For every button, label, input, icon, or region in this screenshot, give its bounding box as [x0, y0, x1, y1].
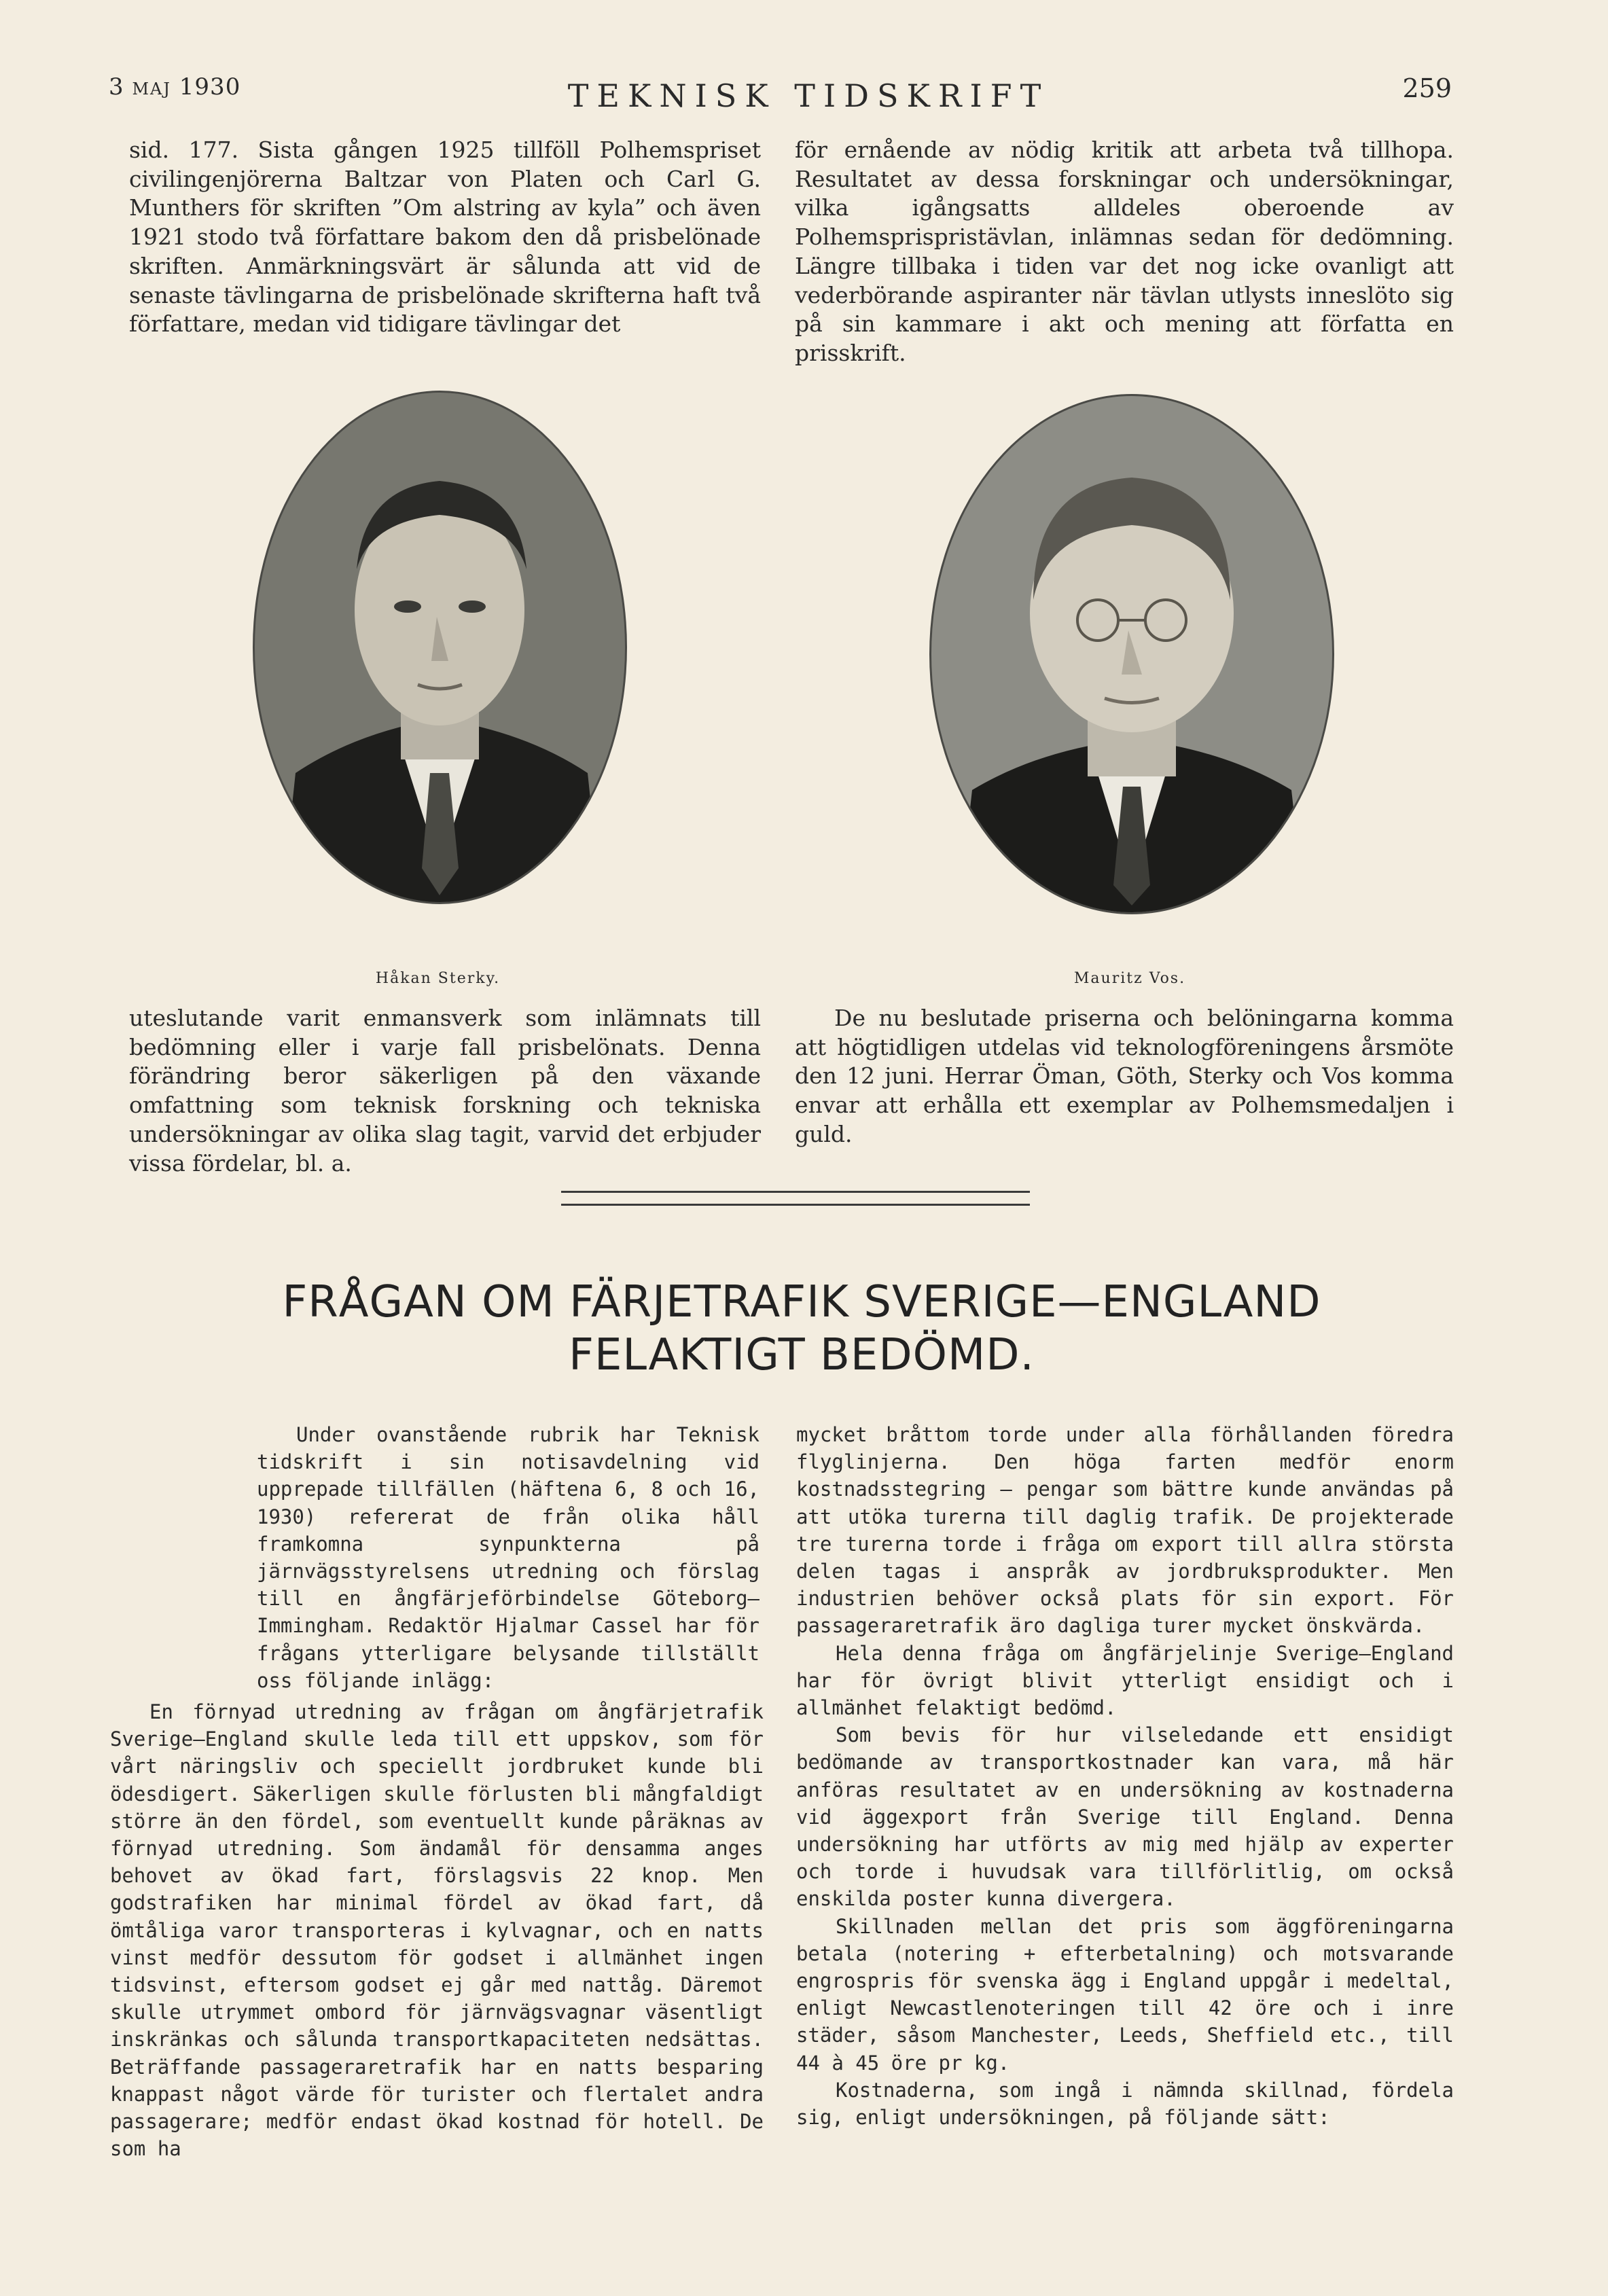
- portrait-sterky-image: [255, 393, 625, 902]
- article-right-column: [796, 1421, 1454, 2131]
- article-right-paragraph-4: Skillnaden mellan det pris som äggföreningarna betala (notering + efterbetalning) och motsvarande engrospris för svenska ägg i England uppgår i medeltal, enligt Newcastlenoteringen till 42 öre och i inre städer, såsom Manchester, Leeds, Sheffield etc., till 44 à 45 öre pr kg.: [796, 1914, 1454, 2075]
- date-day: 3: [109, 73, 124, 101]
- date-month: MAJ: [132, 79, 171, 98]
- top-left-column: [129, 136, 761, 339]
- intro-paragraph: Under ovanstående rubrik har Teknisk tidskrift i sin notisavdelning vid upprepade tillfällen (häftena 6, 8 och 16, 1930) refererat de från olika håll framkomna synpunkterna på järnvägsstyrelsens utredning och förslag till en ångfärjeförbindelse Göteborg—Immingham. Redaktör Hjalmar Cassel har för frågans ytterligare belysande tillställt oss följande inlägg:: [257, 1423, 760, 1692]
- issue-date: [109, 73, 240, 101]
- top-right-column: [795, 136, 1454, 368]
- date-year: 1930: [179, 73, 241, 101]
- portrait-vos: [929, 394, 1334, 914]
- portrait-sterky: [253, 391, 627, 904]
- headline-line-1: FRÅGAN OM FÄRJETRAFIK SVERIGE—ENGLAND: [282, 1277, 1321, 1327]
- headline-line-2: FELAKTIGT BEDÖMD.: [569, 1330, 1035, 1380]
- caption-sterky: Håkan Sterky.: [375, 970, 501, 987]
- article-right-paragraph-2: Hela denna fråga om ångfärjelinje Sverige—England har för övrigt blivit ytterligt ensidigt och i allmänhet felaktigt bedömd.: [796, 1641, 1454, 1720]
- article-right-paragraph-1: mycket bråttom torde under alla förhållanden föredra flyglinjerna. Den höga farten medför enorm kostnadsstegring — pengar som bättre kunde användas på att utöka turerna till daglig trafik. De projekterade tre turerna torde i fråga om export till allra största delen tagas i anspråk av jordbruksprodukter. Men industrien behöver också plats för sin export. För passageraretrafik äro dagliga turer mycket önskvärda.: [796, 1423, 1454, 1638]
- article-left-column: [110, 1698, 764, 2162]
- top-right-paragraph: för ernående av nödig kritik att arbeta två tillhopa. Resultatet av dessa forskningar och undersökningar, vilka igångsatts alldeles oberoende av Polhemsprispristävlan, inlämnas sedan för dedömning. Längre tillbaka i tiden var det nog icke ovanligt att vederbörande aspiranter när tävlan utlysts inneslöto sig på sin kammare i akt och mening att författa en prisskrift.: [795, 137, 1454, 366]
- mid-right-paragraph: De nu beslutade priserna och belöningarna komma att högtidligen utdelas vid teknologföreningens årsmöte den 12 juni. Herrar Öman, Göth, Sterky och Vos komma envar att erhålla ett exemplar av Polhemsmedaljen i guld.: [795, 1005, 1454, 1147]
- mid-left-paragraph: uteslutande varit enmansverk som inlämnats till bedömning eller i varje fall prisbelönats. Denna förändring beror säkerligen på den växande omfattning som teknisk forskning och tekniska undersökningar av olika slag tagit, varvid det erbjuder vissa fördelar, bl. a.: [129, 1005, 761, 1177]
- top-left-paragraph: sid. 177. Sista gången 1925 tillföll Polhemspriset civilingenjörerna Baltzar von Platen och Carl G. Munthers för skriften ”Om alstring av kyla” och även 1921 stodo två författare bakom den då prisbelönade skriften. Anmärkningsvärt är sålunda att vid de senaste tävlingarna de prisbelönade skrifterna haft två författare, medan vid tidigare tävlingar det: [129, 137, 761, 338]
- mid-right-column: [795, 1004, 1454, 1149]
- mid-left-column: [129, 1004, 761, 1178]
- section-divider: [561, 1191, 1030, 1206]
- article-right-paragraph-5: Kostnaderna, som ingå i nämnda skillnad, fördela sig, enligt undersökningen, på följande sätt:: [796, 2078, 1454, 2130]
- article-headline: [136, 1276, 1467, 1382]
- journal-title: TEKNISK TIDSKRIFT: [567, 77, 1050, 114]
- caption-vos: Mauritz Vos.: [1073, 970, 1186, 987]
- page-number: 259: [1402, 73, 1452, 103]
- article-left-paragraph: En förnyad utredning av frågan om ångfärjetrafik Sverige—England skulle leda till ett uppskov, som för vårt näringsliv och speciellt jordbruket kunde bli ödesdigert. Säkerligen skulle förlusten bli mångfaldigt större än den fördel, som eventuellt kunde påräknas av förnyad utredning. Som ändamål för densamma anges behovet av ökad fart, förslagsvis 22 knop. Men godstrafiken har minimal fördel av ökad fart, då ömtåliga varor transporteras i kylvagnar, och en natts vinst medför dessutom för godset i allmänhet ingen tidsvinst, eftersom godset ej går med nattåg. Däremot skulle utrymmet ombord för järnvägsvagnar väsentligt inskränkas och sålunda transportkapaciteten nedsättas. Beträffande passageraretrafik har en natts besparing knappast något värde för turister och flertalet andra passagerare; medför endast ökad kostnad för hotell. De som ha: [110, 1700, 764, 2161]
- article-intro: [257, 1421, 760, 1694]
- article-right-paragraph-3: Som bevis för hur vilseledande ett ensidigt bedömande av transportkostnader kan vara, må här anföras resultatet av en undersökning av kostnaderna vid äggexport från Sverige till England. Denna undersökning har utförts av mig med hjälp av experter och torde i huvudsak vara tillförlitlig, om också enskilda poster kunna divergera.: [796, 1723, 1454, 1911]
- portrait-vos-image: [931, 396, 1332, 912]
